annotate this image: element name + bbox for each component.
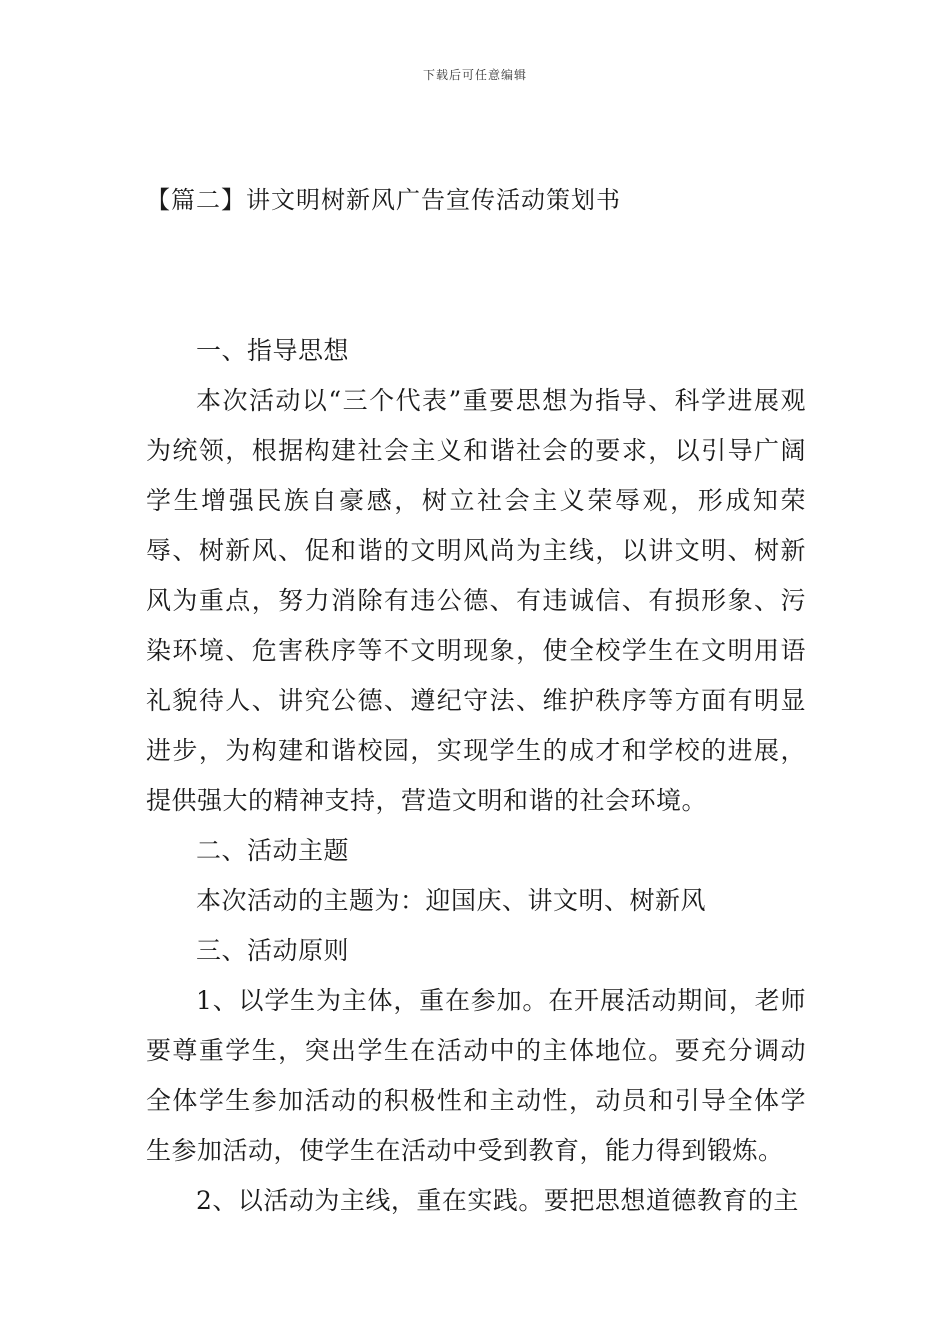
- document-title: 【篇二】讲文明树新风广告宣传活动策划书: [146, 186, 621, 214]
- paragraph-guiding-thought: 本次活动以“三个代表”重要思想为指导、科学进展观为统领，根据构建社会主义和谐社会的要求，以引导广阔学生增强民族自豪感，树立社会主义荣辱观，形成知荣辱、树新风、促和谐的文明风尚为主线，以讲文明、树新风为重点，努力消除有违公德、有违诚信、有损形象、污染环境、危害秩序等不文明现象，使全校学生在文明用语礼貌待人、讲究公德、遵纪守法、维护秩序等方面有明显进步，为构建和谐校园，实现学生的成才和学校的进展，提供强大的精神支持，营造文明和谐的社会环境。: [146, 386, 806, 815]
- section-heading-guiding-thought: 一、指导思想: [196, 336, 350, 365]
- paragraph-principle-2: 2、以活动为主线，重在实践。要把思想道德教育的主: [196, 1186, 799, 1215]
- document-body: [146, 326, 806, 1226]
- paragraph-activity-theme: 本次活动的主题为：迎国庆、讲文明、树新风: [196, 886, 707, 915]
- page-header-note: 下载后可任意编辑: [422, 68, 527, 82]
- section-heading-activity-theme: 二、活动主题: [196, 836, 350, 865]
- paragraph-principle-1: 1、以学生为主体，重在参加。在开展活动期间，老师要尊重学生，突出学生在活动中的主体地位。要充分调动全体学生参加活动的积极性和主动性，动员和引导全体学生参加活动，使学生在活动中受到教育，能力得到锻炼。: [146, 986, 806, 1165]
- section-heading-activity-principles: 三、活动原则: [196, 936, 350, 965]
